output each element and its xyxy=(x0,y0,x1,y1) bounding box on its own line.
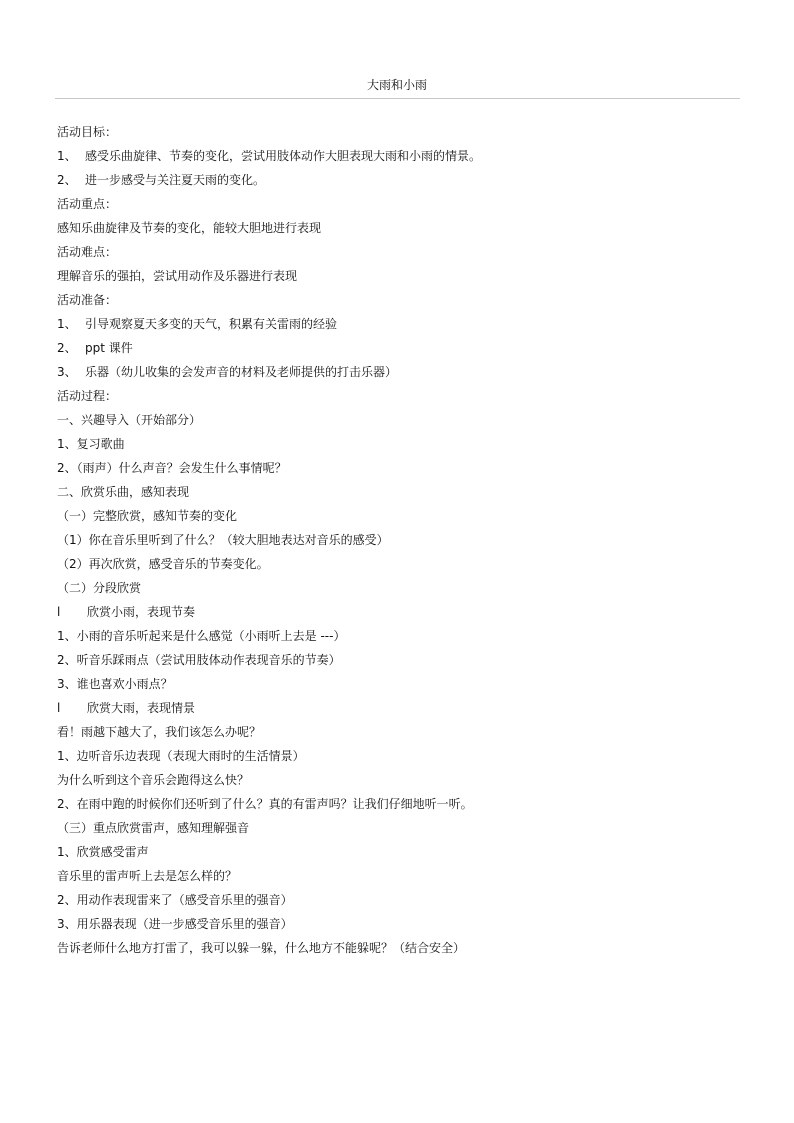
line-text: 活动重点： xyxy=(57,197,118,211)
line-text: 2、（雨声）什么声音？会发生什么事情呢？ xyxy=(57,461,287,475)
line-text: 音乐里的雷声听上去是怎么样的？ xyxy=(57,869,238,883)
document-line xyxy=(57,720,747,744)
document-line xyxy=(57,576,747,600)
document-line xyxy=(57,264,747,288)
line-text: 一、兴趣导入（开始部分） xyxy=(57,413,202,427)
document-line xyxy=(57,504,747,528)
line-text: 3、谁也喜欢小雨点？ xyxy=(57,677,173,691)
line-text: 活动难点： xyxy=(57,245,118,259)
document-line xyxy=(57,528,747,552)
document-line xyxy=(57,168,747,192)
document-body xyxy=(57,120,747,960)
line-text: 为什么听到这个音乐会跑得这么快？ xyxy=(57,773,250,787)
document-line xyxy=(57,192,747,216)
line-text: 1、边听音乐边表现（表现大雨时的生活情景） xyxy=(57,749,305,763)
line-text: 2、在雨中跑的时候你们还听到了什么？真的有雷声吗？让我们仔细地听一听。 xyxy=(57,797,473,811)
header-divider xyxy=(55,98,740,99)
document-line xyxy=(57,648,747,672)
list-number: 1、 xyxy=(57,149,77,163)
document-line xyxy=(57,696,747,720)
list-bullet: l xyxy=(57,605,61,619)
line-text: （二）分段欣赏 xyxy=(57,581,142,595)
document-line xyxy=(57,888,747,912)
line-text: 理解音乐的强拍，尝试用动作及乐器进行表现 xyxy=(57,269,298,283)
line-text: （2）再次欣赏，感受音乐的节奏变化。 xyxy=(57,557,269,571)
line-text: 1、小雨的音乐听起来是什么感觉（小雨听上去是 ---） xyxy=(57,629,346,643)
document-line xyxy=(57,456,747,480)
list-number: 2、 xyxy=(57,173,77,187)
line-text: 2、听音乐踩雨点（尝试用肢体动作表现音乐的节奏） xyxy=(57,653,341,667)
line-text: 3、用乐器表现（进一步感受音乐里的强音） xyxy=(57,917,293,931)
list-number: 2、 xyxy=(57,341,77,355)
line-text: ppt 课件 xyxy=(85,341,133,355)
line-text: 引导观察夏天多变的天气，积累有关雷雨的经验 xyxy=(85,317,338,331)
list-bullet: l xyxy=(57,701,61,715)
document-line xyxy=(57,336,747,360)
document-line xyxy=(57,120,747,144)
line-text: 二、欣赏乐曲，感知表现 xyxy=(57,485,190,499)
line-text: 1、欣赏感受雷声 xyxy=(57,845,149,859)
document-line xyxy=(57,216,747,240)
document-line xyxy=(57,624,747,648)
document-line xyxy=(57,312,747,336)
document-line xyxy=(57,384,747,408)
document-line xyxy=(57,240,747,264)
document-line xyxy=(57,912,747,936)
document-line xyxy=(57,672,747,696)
line-text: 欣赏小雨，表现节奏 xyxy=(87,605,196,619)
line-text: 活动过程： xyxy=(57,389,118,403)
line-text: （一）完整欣赏，感知节奏的变化 xyxy=(57,509,238,523)
page-title: 大雨和小雨 xyxy=(366,78,427,92)
list-number: 3、 xyxy=(57,365,77,379)
line-text: 2、用动作表现雷来了（感受音乐里的强音） xyxy=(57,893,293,907)
document-line xyxy=(57,552,747,576)
line-text: 感知乐曲旋律及节奏的变化，能较大胆地进行表现 xyxy=(57,221,322,235)
line-text: （1）你在音乐里听到了什么？（较大胆地表达对音乐的感受） xyxy=(57,533,389,547)
document-line xyxy=(57,768,747,792)
document-line xyxy=(57,288,747,312)
document-line xyxy=(57,816,747,840)
line-text: 欣赏大雨，表现情景 xyxy=(87,701,196,715)
line-text: 1、复习歌曲 xyxy=(57,437,125,451)
line-text: 感受乐曲旋律、节奏的变化，尝试用肢体动作大胆表现大雨和小雨的情景。 xyxy=(85,149,482,163)
line-text: 活动准备： xyxy=(57,293,118,307)
document-line xyxy=(57,144,747,168)
document-line xyxy=(57,792,747,816)
list-number: 1、 xyxy=(57,317,77,331)
document-line xyxy=(57,360,747,384)
document-line xyxy=(57,744,747,768)
document-line xyxy=(57,432,747,456)
document-line xyxy=(57,840,747,864)
document-line xyxy=(57,480,747,504)
document-line xyxy=(57,408,747,432)
document-line xyxy=(57,600,747,624)
line-text: 活动目标： xyxy=(57,125,118,139)
line-text: （三）重点欣赏雷声，感知理解强音 xyxy=(57,821,250,835)
line-text: 乐器（幼儿收集的会发声音的材料及老师提供的打击乐器） xyxy=(85,365,398,379)
line-text: 进一步感受与关注夏天雨的变化。 xyxy=(85,173,266,187)
line-text: 看！雨越下越大了，我们该怎么办呢？ xyxy=(57,725,262,739)
document-line xyxy=(57,936,747,960)
document-line xyxy=(57,864,747,888)
line-text: 告诉老师什么地方打雷了，我可以躲一躲，什么地方不能躲呢？（结合安全） xyxy=(57,941,466,955)
